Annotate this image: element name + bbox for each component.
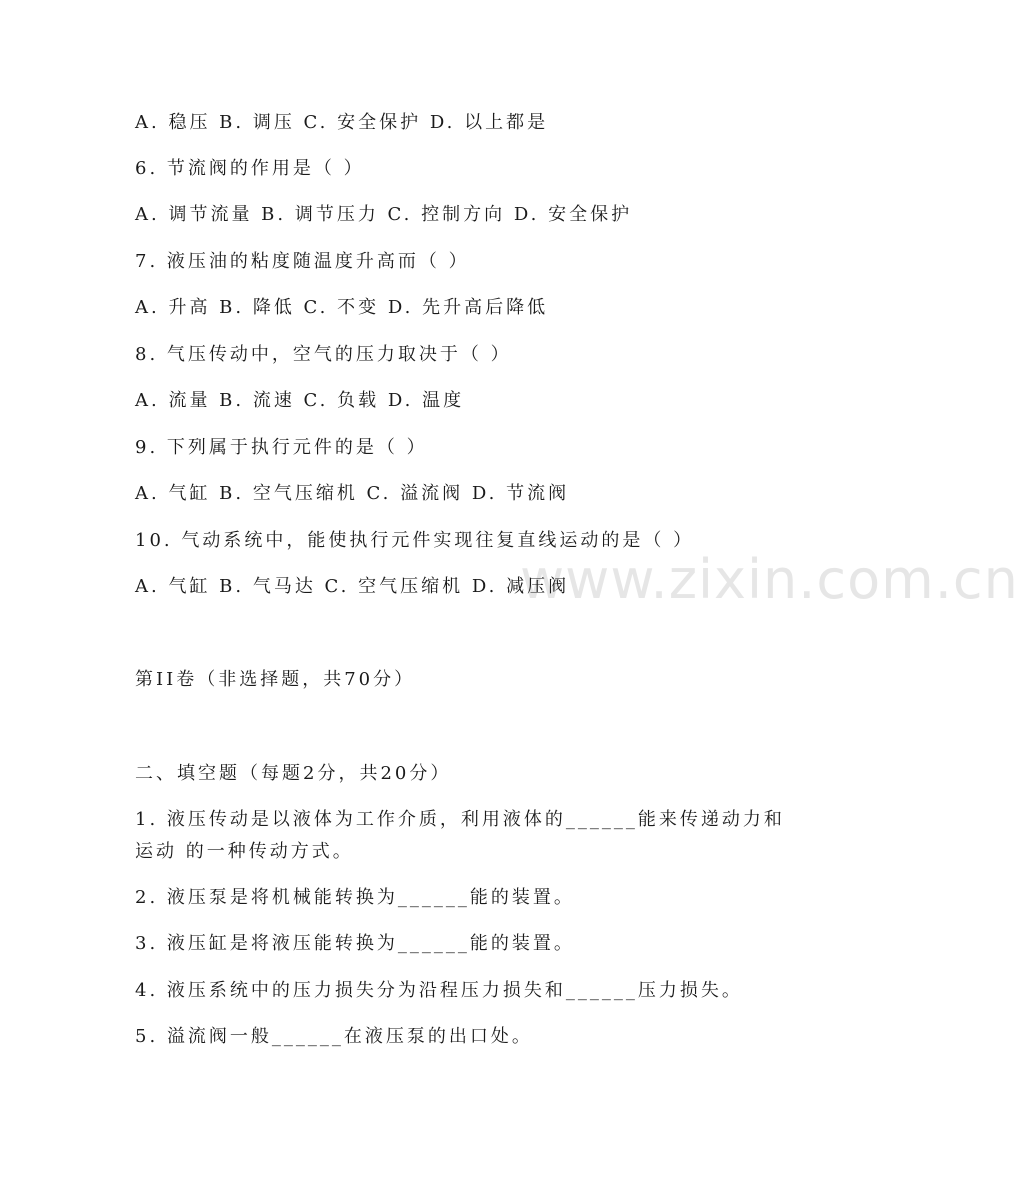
q10-question: 10. 气动系统中，能使执行元件实现往复直线运动的是（ ） <box>135 530 695 551</box>
blank-q1-line1: 1. 液压传动是以液体为工作介质，利用液体的______能来传递动力和 <box>135 809 785 830</box>
q7-options: A. 升高 B. 降低 C. 不变 D. 先升高后降低 <box>135 297 549 318</box>
blank-q2: 2. 液压泵是将机械能转换为______能的装置。 <box>135 887 575 908</box>
blank-q5: 5. 溢流阀一般______在液压泵的出口处。 <box>135 1026 533 1047</box>
section-heading-volume-2: 第II卷（非选择题，共70分） <box>135 669 416 690</box>
q9-options: A. 气缸 B. 空气压缩机 C. 溢流阀 D. 节流阀 <box>135 483 570 504</box>
blank-q4: 4. 液压系统中的压力损失分为沿程压力损失和______压力损失。 <box>135 980 743 1001</box>
blank-q1-line2: 运动 的一种传动方式。 <box>135 841 354 862</box>
section-heading-fill-blank: 二、填空题（每题2分，共20分） <box>135 763 452 784</box>
q6-options: A. 调节流量 B. 调节压力 C. 控制方向 D. 安全保护 <box>135 204 633 225</box>
q9-question: 9. 下列属于执行元件的是（ ） <box>135 437 428 458</box>
watermark: www.zixin.com.cn <box>520 548 1019 611</box>
blank-q3: 3. 液压缸是将液压能转换为______能的装置。 <box>135 933 575 954</box>
q10-options: A. 气缸 B. 气马达 C. 空气压缩机 D. 减压阀 <box>135 576 570 597</box>
q5-options: A. 稳压 B. 调压 C. 安全保护 D. 以上都是 <box>135 112 549 133</box>
q8-question: 8. 气压传动中，空气的压力取决于（ ） <box>135 344 512 365</box>
q7-question: 7. 液压油的粘度随温度升高而（ ） <box>135 251 470 272</box>
q6-question: 6. 节流阀的作用是（ ） <box>135 158 365 179</box>
q8-options: A. 流量 B. 流速 C. 负载 D. 温度 <box>135 390 465 411</box>
